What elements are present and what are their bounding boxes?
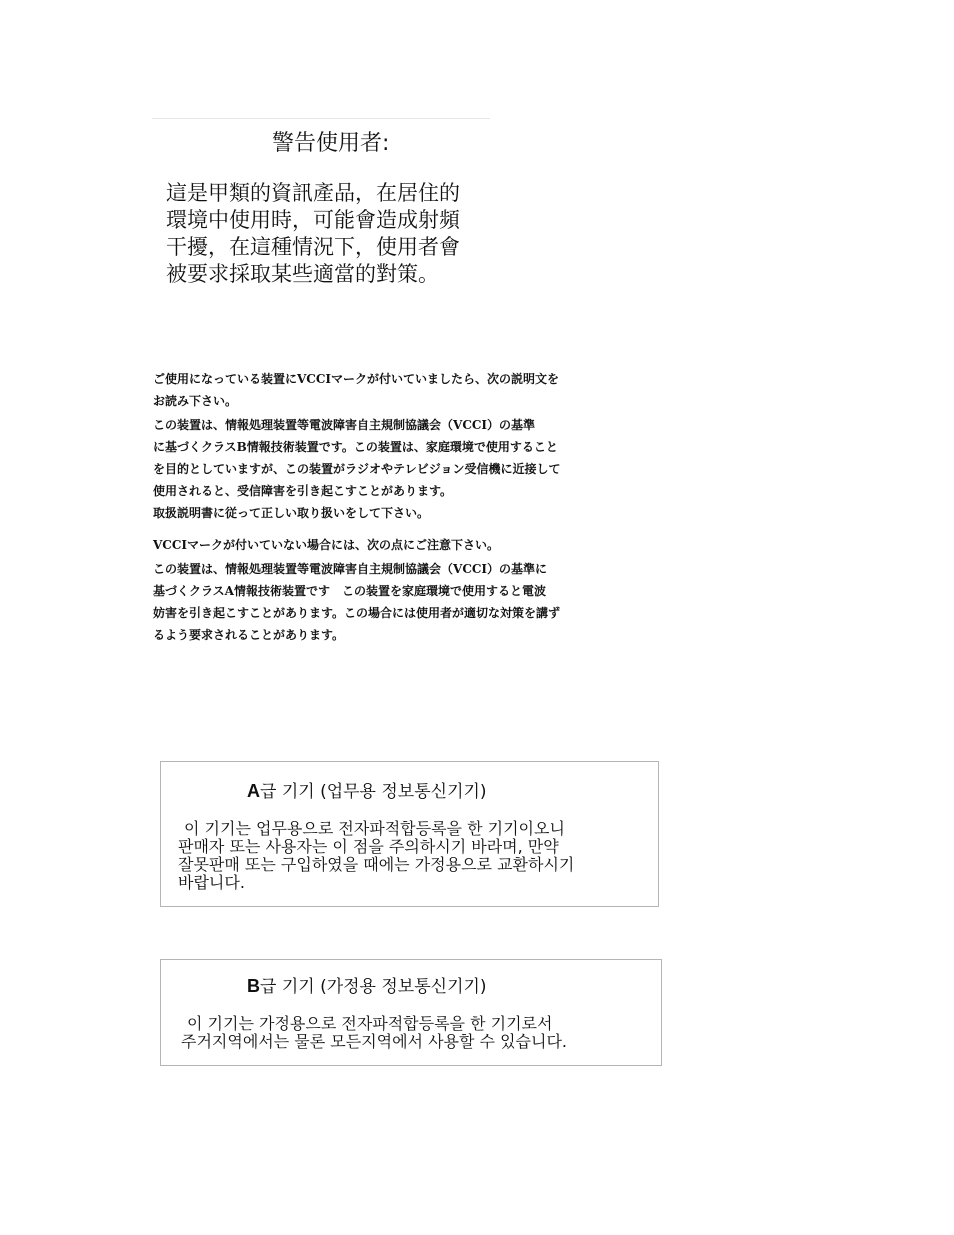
vcci-class-a-line: この装置は、情報処理装置等電波障害自主規制協議会（VCCI）の基準に [153,562,548,576]
korea-class-b-box [160,959,662,1066]
class-letter: B [247,976,260,996]
korea-class-b-line: 주거지역에서는 물론 모든지역에서 사용할 수 있습니다. [181,1032,568,1051]
vcci-class-a-line: るよう要求されることがあります。 [153,628,345,642]
taiwan-notice-body [166,180,496,288]
vcci-class-b-line: を目的としていますが、この装置がラジオやテレビジョン受信機に近接して [153,462,561,476]
vcci-class-a-text [153,558,633,646]
korea-class-a-body [178,820,574,892]
taiwan-notice-line: 這是甲類的資訊產品，在居住的 [166,181,460,205]
vcci-class-b-text [153,414,633,524]
vcci-notice [153,368,633,646]
korea-class-a-title-text: 급 기기 (업무용 정보통신기기) [260,782,487,802]
korea-class-a-line: 이 기기는 업무용으로 전자파적합등록을 한 기기이오니 [184,819,565,838]
vcci-class-a-line: 妨害を引き起こすことがあります。この場合には使用者が適切な対策を講ず [153,606,561,620]
taiwan-notice-line: 環境中使用時，可能會造成射頻 [166,208,460,232]
korea-class-a-line: 잘못판매 또는 구입하였을 때에는 가정용으로 교환하시기 [178,855,575,874]
korea-class-a-box [160,761,659,907]
vcci-intro-line: ご使用になっている装置にVCCIマークが付いていましたら、次の説明文を [153,372,560,386]
korea-class-b-line: 이 기기는 가정용으로 전자파적합등록을 한 기기로서 [187,1014,553,1033]
taiwan-notice-title: 警告使用者: [272,131,390,156]
vcci-class-b-line: この装置は、情報処理装置等電波障害自主規制協議会（VCCI）の基準 [153,418,536,432]
vcci-no-mark-line: VCCIマークが付いていない場合には、次の点にご注意下さい。 [153,538,500,552]
class-letter: A [247,781,260,801]
vcci-intro-line: お読み下さい。 [153,394,238,408]
vcci-no-mark-text [153,534,633,556]
korea-class-a-line: 판매자 또는 사용자는 이 점을 주의하시기 바라며, 만약 [178,837,559,856]
korea-class-b-title [247,975,487,998]
korea-class-b-body [181,1015,567,1051]
vcci-class-b-line: 取扱説明書に従って正しい取り扱いをして下さい。 [153,506,430,520]
vcci-class-b-line: に基づくクラスB情報技術装置です。この装置は、家庭環境で使用すること [153,440,558,454]
top-divider [152,118,490,119]
vcci-class-b-line: 使用されると、受信障害を引き起こすことがあります。 [153,484,453,498]
korea-class-a-title [247,780,487,803]
korea-class-a-line: 바랍니다. [178,873,245,892]
taiwan-notice-line: 干擾，在這種情況下，使用者會 [166,235,460,259]
vcci-intro [153,368,633,412]
vcci-class-a-line: 基づくクラスA情報技術装置です この装置を家庭環境で使用すると電波 [153,584,546,598]
korea-class-b-title-text: 급 기기 (가정용 정보통신기기) [260,977,487,997]
taiwan-notice-line: 被要求採取某些適當的對策。 [166,262,439,286]
